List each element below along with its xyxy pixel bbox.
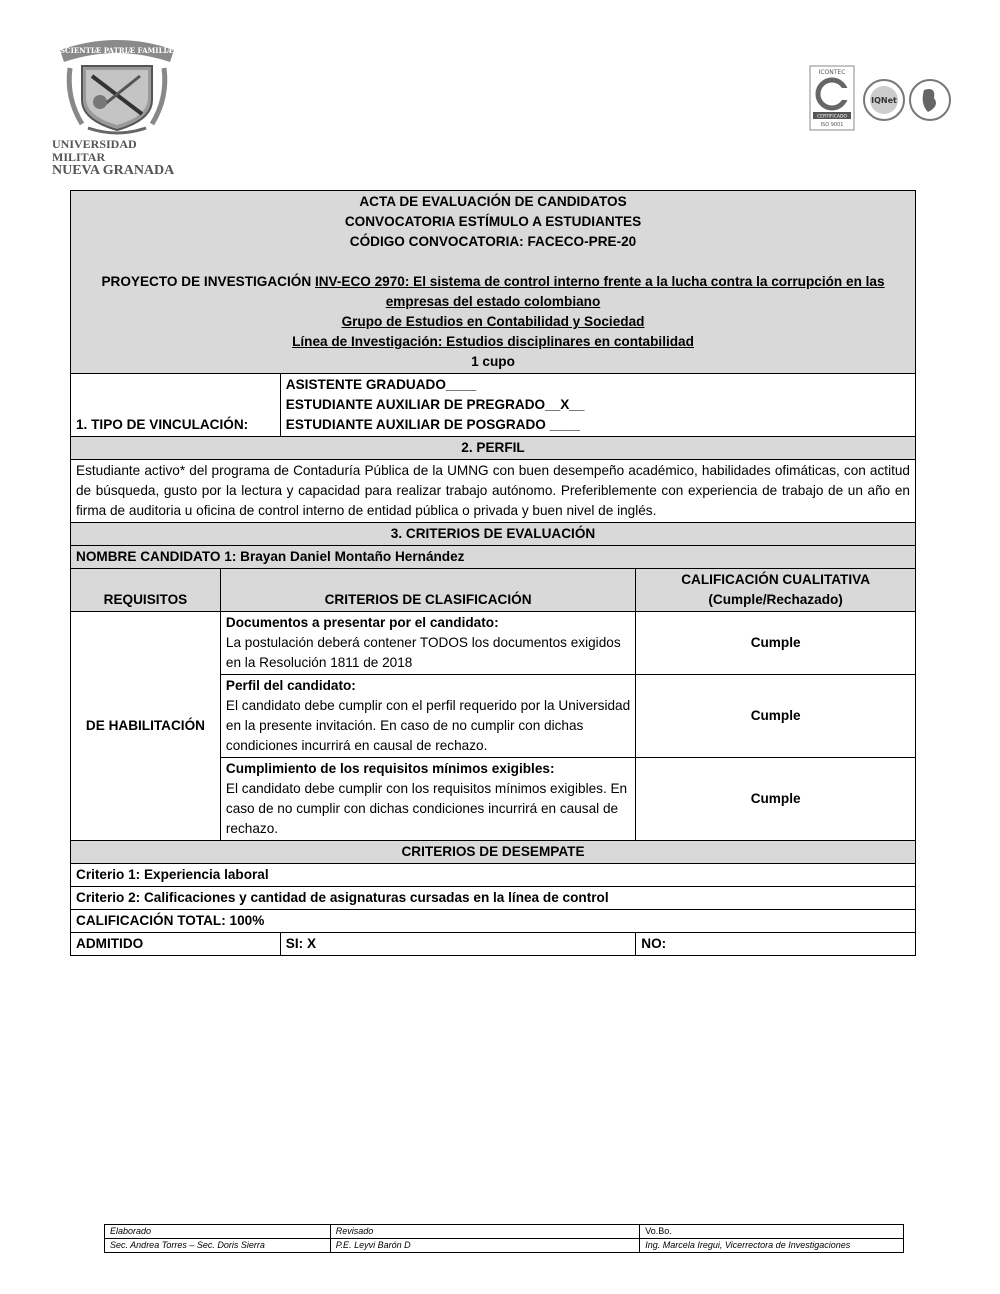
doc-title: ACTA DE EVALUACIÓN DE CANDIDATOS [359, 194, 627, 209]
svg-text:ICONTEC: ICONTEC [818, 69, 846, 76]
desempate-title: CRITERIOS DE DESEMPATE [71, 841, 916, 864]
certification-logos [808, 64, 958, 134]
col-calificacion: CALIFICACIÓN CUALITATIVA (Cumple/Rechazado) [636, 569, 916, 612]
convocatoria-title: CONVOCATORIA ESTÍMULO A ESTUDIANTES [344, 214, 642, 229]
project-title: INV-ECO 2970: El sistema de control interno frente a la lucha contra la corrupción en las empresas del estado colombiano [314, 274, 885, 309]
criterion-result: Cumple [636, 758, 916, 841]
evaluation-table [70, 190, 916, 956]
research-group: Grupo de Estudios en Contabilidad y Sociedad [341, 314, 645, 329]
project-line: PROYECTO DE INVESTIGACIÓN INV-ECO 2970: El sistema de control interno frente a la lucha contra la corrupción en las empresas del estado colombiano [101, 274, 885, 309]
footer-vobo-label: Vo.Bo. [640, 1225, 904, 1239]
convocatoria-code: CÓDIGO CONVOCATORIA: FACECO-PRE-20 [349, 234, 637, 249]
admitido-label: ADMITIDO [71, 933, 281, 956]
col-criterios: CRITERIOS DE CLASIFICACIÓN [220, 569, 635, 612]
vinculacion-label: 1. TIPO DE VINCULACIÓN: [71, 374, 281, 437]
footer-revisado-label: Revisado [330, 1225, 640, 1239]
admitido-si: SI: X [280, 933, 635, 956]
option-posgrado: ESTUDIANTE AUXILIAR DE POSGRADO ____ [285, 417, 580, 432]
vinculacion-options [280, 374, 915, 437]
svg-text:ISO 9001: ISO 9001 [820, 122, 844, 128]
option-asistente: ASISTENTE GRADUADO____ [285, 377, 477, 392]
university-crest-icon [52, 28, 182, 138]
desempate-criterio-1: Criterio 1: Experiencia laboral [71, 864, 916, 887]
research-line: Línea de Investigación: Estudios disciplinares en contabilidad [292, 334, 694, 349]
calificacion-total: CALIFICACIÓN TOTAL: 100% [71, 910, 916, 933]
criterion-row: Perfil del candidato: El candidato debe cumplir con el perfil requerido por la Universidad en la presente invitación. En caso de no cumplir con dichas condiciones incurrirá en causal de rechazo. [220, 675, 635, 758]
header-block [71, 191, 916, 374]
criterion-row: Cumplimiento de los requisitos mínimos exigibles: El candidato debe cumplir con los requisitos mínimos exigibles. En caso de no cumplir con dichas condiciones incurrirá en causal de rechazo. [220, 758, 635, 841]
candidate-name: NOMBRE CANDIDATO 1: Brayan Daniel Montaño Hernández [71, 546, 916, 569]
criterios-title: 3. CRITERIOS DE EVALUACIÓN [71, 523, 916, 546]
footer-elaborado-label: Elaborado [105, 1225, 331, 1239]
footer-revisado-value: P.E. Leyvi Barón D [330, 1239, 640, 1253]
footer-vobo-value: Ing. Marcela Iregui, Vicerrectora de Investigaciones [640, 1239, 904, 1253]
perfil-text: Estudiante activo* del programa de Contaduría Pública de la UMNG con buen desempeño académico, habilidades ofimáticas, con actitud de búsqueda, gusto por la lectura y capacidad para realizar trabajo autónomo. Preferiblemente con experiencia de trabajo de un año en firma de auditoria u oficina de control interno de entidad pública o privada y buen nivel de inglés. [71, 460, 916, 523]
col-requisitos: REQUISITOS [71, 569, 221, 612]
university-name: UNIVERSIDAD MILITAR NUEVA GRANADA [52, 137, 175, 178]
crest-motto: SCIENTIÆ PATRIÆ FAMILIÆ [59, 46, 175, 55]
perfil-title: 2. PERFIL [71, 437, 916, 460]
svg-text:IQNet: IQNet [871, 96, 897, 105]
admitido-no: NO: [636, 933, 916, 956]
approval-footer [104, 1224, 904, 1253]
habilitacion-label: DE HABILITACIÓN [71, 612, 221, 841]
criterion-row: Documentos a presentar por el candidato: La postulación deberá contener TODOS los documentos exigidos en la Resolución 1811 de 2018 [220, 612, 635, 675]
desempate-criterio-2: Criterio 2: Calificaciones y cantidad de asignaturas cursadas en la línea de control [71, 887, 916, 910]
option-pregrado: ESTUDIANTE AUXILIAR DE PREGRADO__X__ [285, 397, 585, 412]
criterion-result: Cumple [636, 612, 916, 675]
university-logo [52, 28, 182, 178]
certification-icon [808, 64, 958, 134]
cupo: 1 cupo [471, 354, 515, 369]
criterion-result: Cumple [636, 675, 916, 758]
footer-elaborado-value: Sec. Andrea Torres – Sec. Doris Sierra [105, 1239, 331, 1253]
svg-text:CERTIFICADO: CERTIFICADO [816, 114, 848, 120]
